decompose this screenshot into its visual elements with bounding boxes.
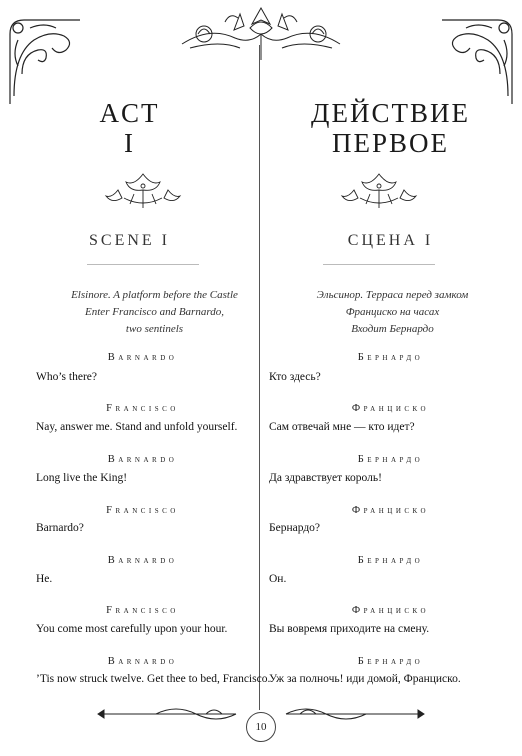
dialogue-line: Long live the King!: [36, 472, 128, 484]
dialogue-line: Бернардо?: [269, 522, 321, 534]
speaker-name: Бернардо: [357, 454, 424, 465]
stage-direction-3: two sentinels: [125, 323, 184, 335]
speaker-name: Barnardo: [107, 555, 178, 566]
stage-direction-3: Входит Бернардо: [351, 323, 434, 335]
act-title-line2: I: [124, 128, 135, 158]
dialogue-line: Barnardo?: [36, 522, 84, 534]
speaker-name: Франциско: [351, 605, 430, 616]
speaker-name: Francisco: [106, 605, 179, 616]
dialogue-line: Кто здесь?: [269, 371, 321, 383]
stage-direction-1: Elsinore. A platform before the Castle: [71, 289, 238, 301]
dialogue-line: Вы вовремя приходите на смену.: [269, 623, 430, 635]
dialogue-line: He.: [36, 573, 53, 585]
scene-heading: СЦЕНА I: [347, 232, 434, 249]
stage-direction-1: Эльсинор. Терраса перед замком: [316, 289, 469, 301]
dialogue-line: Он.: [269, 573, 287, 585]
speaker-name: Бернардо: [357, 555, 424, 566]
dialogue-line: Уж за полночь! иди домой, Франциско.: [269, 673, 461, 685]
speaker-name: Бернардо: [357, 352, 424, 363]
scene-heading: SCENE I: [89, 232, 170, 249]
russian-column: [261, 0, 520, 700]
speaker-name: Франциско: [351, 505, 430, 516]
scene-rule: [87, 264, 199, 265]
speaker-name: Francisco: [106, 505, 179, 516]
dialogue-line: You come most carefully upon your hour.: [36, 623, 228, 635]
dialogue-line: Who’s there?: [36, 371, 97, 383]
stage-direction-2: Франциско на часах: [345, 306, 440, 318]
stage-direction-2: Enter Francisco and Barnardo,: [85, 306, 224, 318]
english-column: [0, 0, 271, 700]
speaker-name: Barnardo: [107, 656, 178, 667]
act-title-line2: ПЕРВОЕ: [331, 128, 449, 158]
speaker-name: Barnardo: [107, 454, 178, 465]
act-title-line1: ACT: [99, 98, 160, 128]
lily-ornament-icon: [340, 168, 418, 210]
scene-rule: [323, 264, 435, 265]
dialogue-line: ’Tis now struck twelve. Get thee to bed, Francisco.: [36, 673, 271, 685]
page-number: 10: [246, 712, 276, 742]
speaker-name: Barnardo: [107, 352, 178, 363]
speaker-name: Бернардо: [357, 656, 424, 667]
lily-ornament-icon: [104, 168, 182, 210]
dialogue-line: Сам отвечай мне — кто идет?: [269, 421, 415, 433]
dialogue-line: Nay, answer me. Stand and unfold yourself.: [36, 421, 238, 433]
speaker-name: Francisco: [106, 403, 179, 414]
speaker-name: Франциско: [351, 403, 430, 414]
act-title-line1: ДЕЙСТВИЕ: [311, 98, 470, 128]
dialogue-line: Да здравствует король!: [269, 472, 382, 484]
